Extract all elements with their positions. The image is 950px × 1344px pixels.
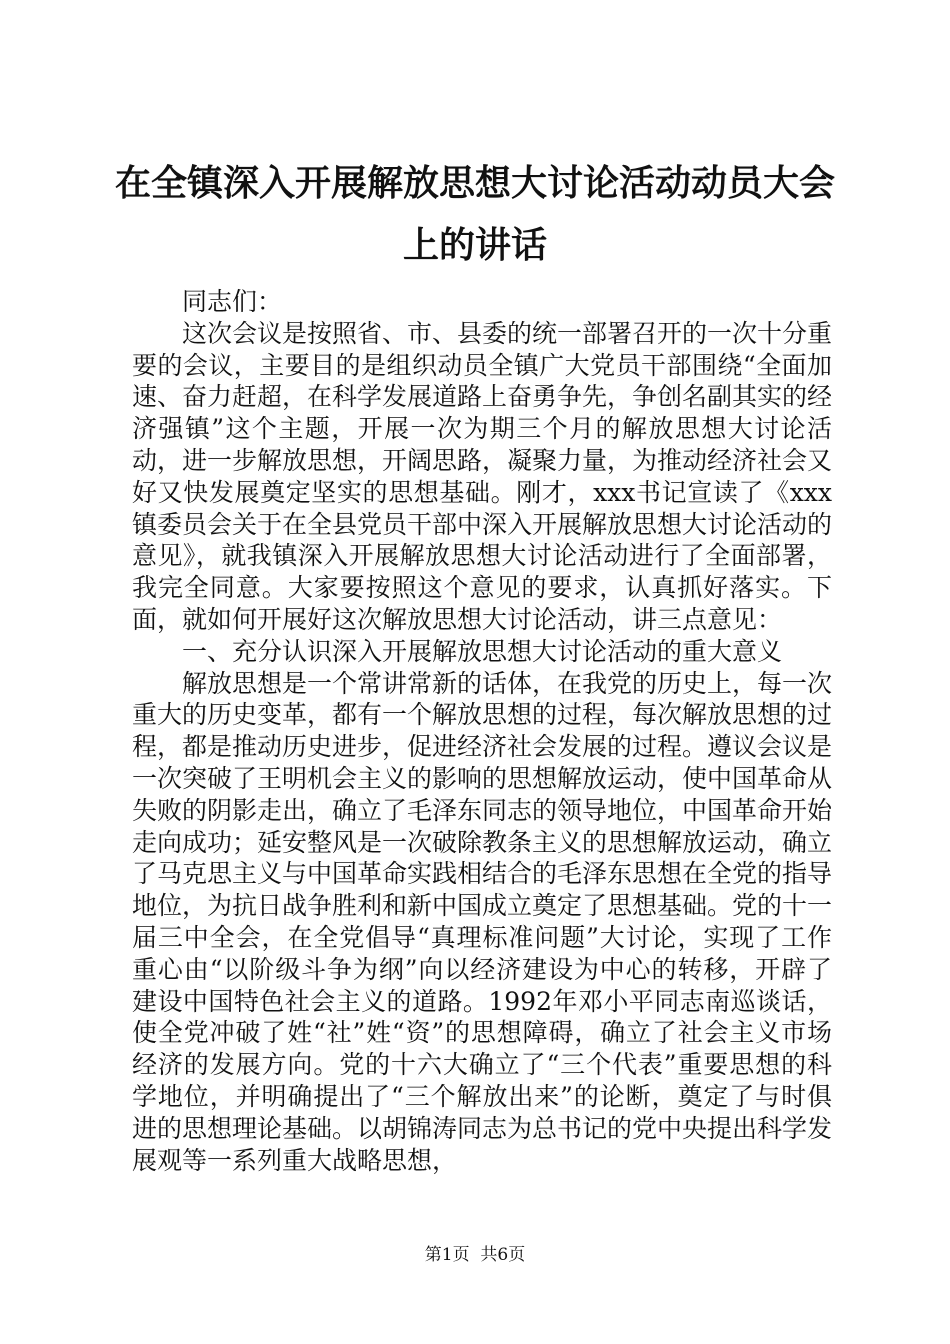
document-title: 在全镇深入开展解放思想大讨论活动动员大会上的讲话 [114, 162, 835, 266]
page-number: 第1页 共6页 [424, 1245, 526, 1265]
salutation-paragraph: 同志们： [182, 287, 283, 316]
page-footer [0, 1244, 950, 1266]
intro-paragraph: 这次会议是按照省、市、县委的统一部署召开的一次十分重要的会议，主要目的是组织动员全镇广大党员干部围绕“全面加速、奋力赶超，在科学发展道路上奋勇争先，争创名副其实的经济强镇”这个主题，开展一次为期三个月的解放思想大讨论活动，进一步解放思想，开阔思路，凝聚力量，为推动经济社会又好又快发展奠定坚实的思想基础。刚才，xxx书记宣读了《xxx镇委员会关于在全县党员干部中深入开展解放思想大讨论活动的意见》，就我镇深入开展解放思想大讨论活动进行了全面部署，我完全同意。大家要按照这个意见的要求，认真抓好落实。下面，就如何开展好这次解放思想大讨论活动，讲三点意见： [132, 318, 833, 634]
section-heading: 一、充分认识深入开展解放思想大讨论活动的重大意义 [182, 636, 783, 666]
body-paragraph: 解放思想是一个常讲常新的话体，在我党的历史上，每一次重大的历史变革，都有一个解放思想的过程，每次解放思想的过程，都是推动历史进步，促进经济社会发展的过程。遵议会议是一次突破了王明机会主义的影响的思想解放运动，使中国革命从失败的阴影走出，确立了毛泽东同志的领导地位，中国革命开始走向成功；延安整风是一次破除教条主义的思想解放运动，确立了马克思主义与中国革命实践相结合的毛泽东思想在全党的指导地位，为抗日战争胜利和新中国成立奠定了思想基础。党的十一届三中全会，在全党倡导“真理标准问题”大讨论，实现了工作重心由“以阶级斗争为纲”向以经济建设为中心的转移，开辟了建设中国特色社会主义的道路。1992年邓小平同志南巡谈话，使全党冲破了姓“社”姓“资”的思想障碍，确立了社会主义市场经济的发展方向。党的十六大确立了“三个代表”重要思想的科学地位，并明确提出了“三个解放出来”的论断，奠定了与时俱进的思想理论基础。以胡锦涛同志为总书记的党中央提出科学发展观等一系列重大战略思想， [132, 668, 833, 1175]
document-body [132, 286, 832, 1176]
